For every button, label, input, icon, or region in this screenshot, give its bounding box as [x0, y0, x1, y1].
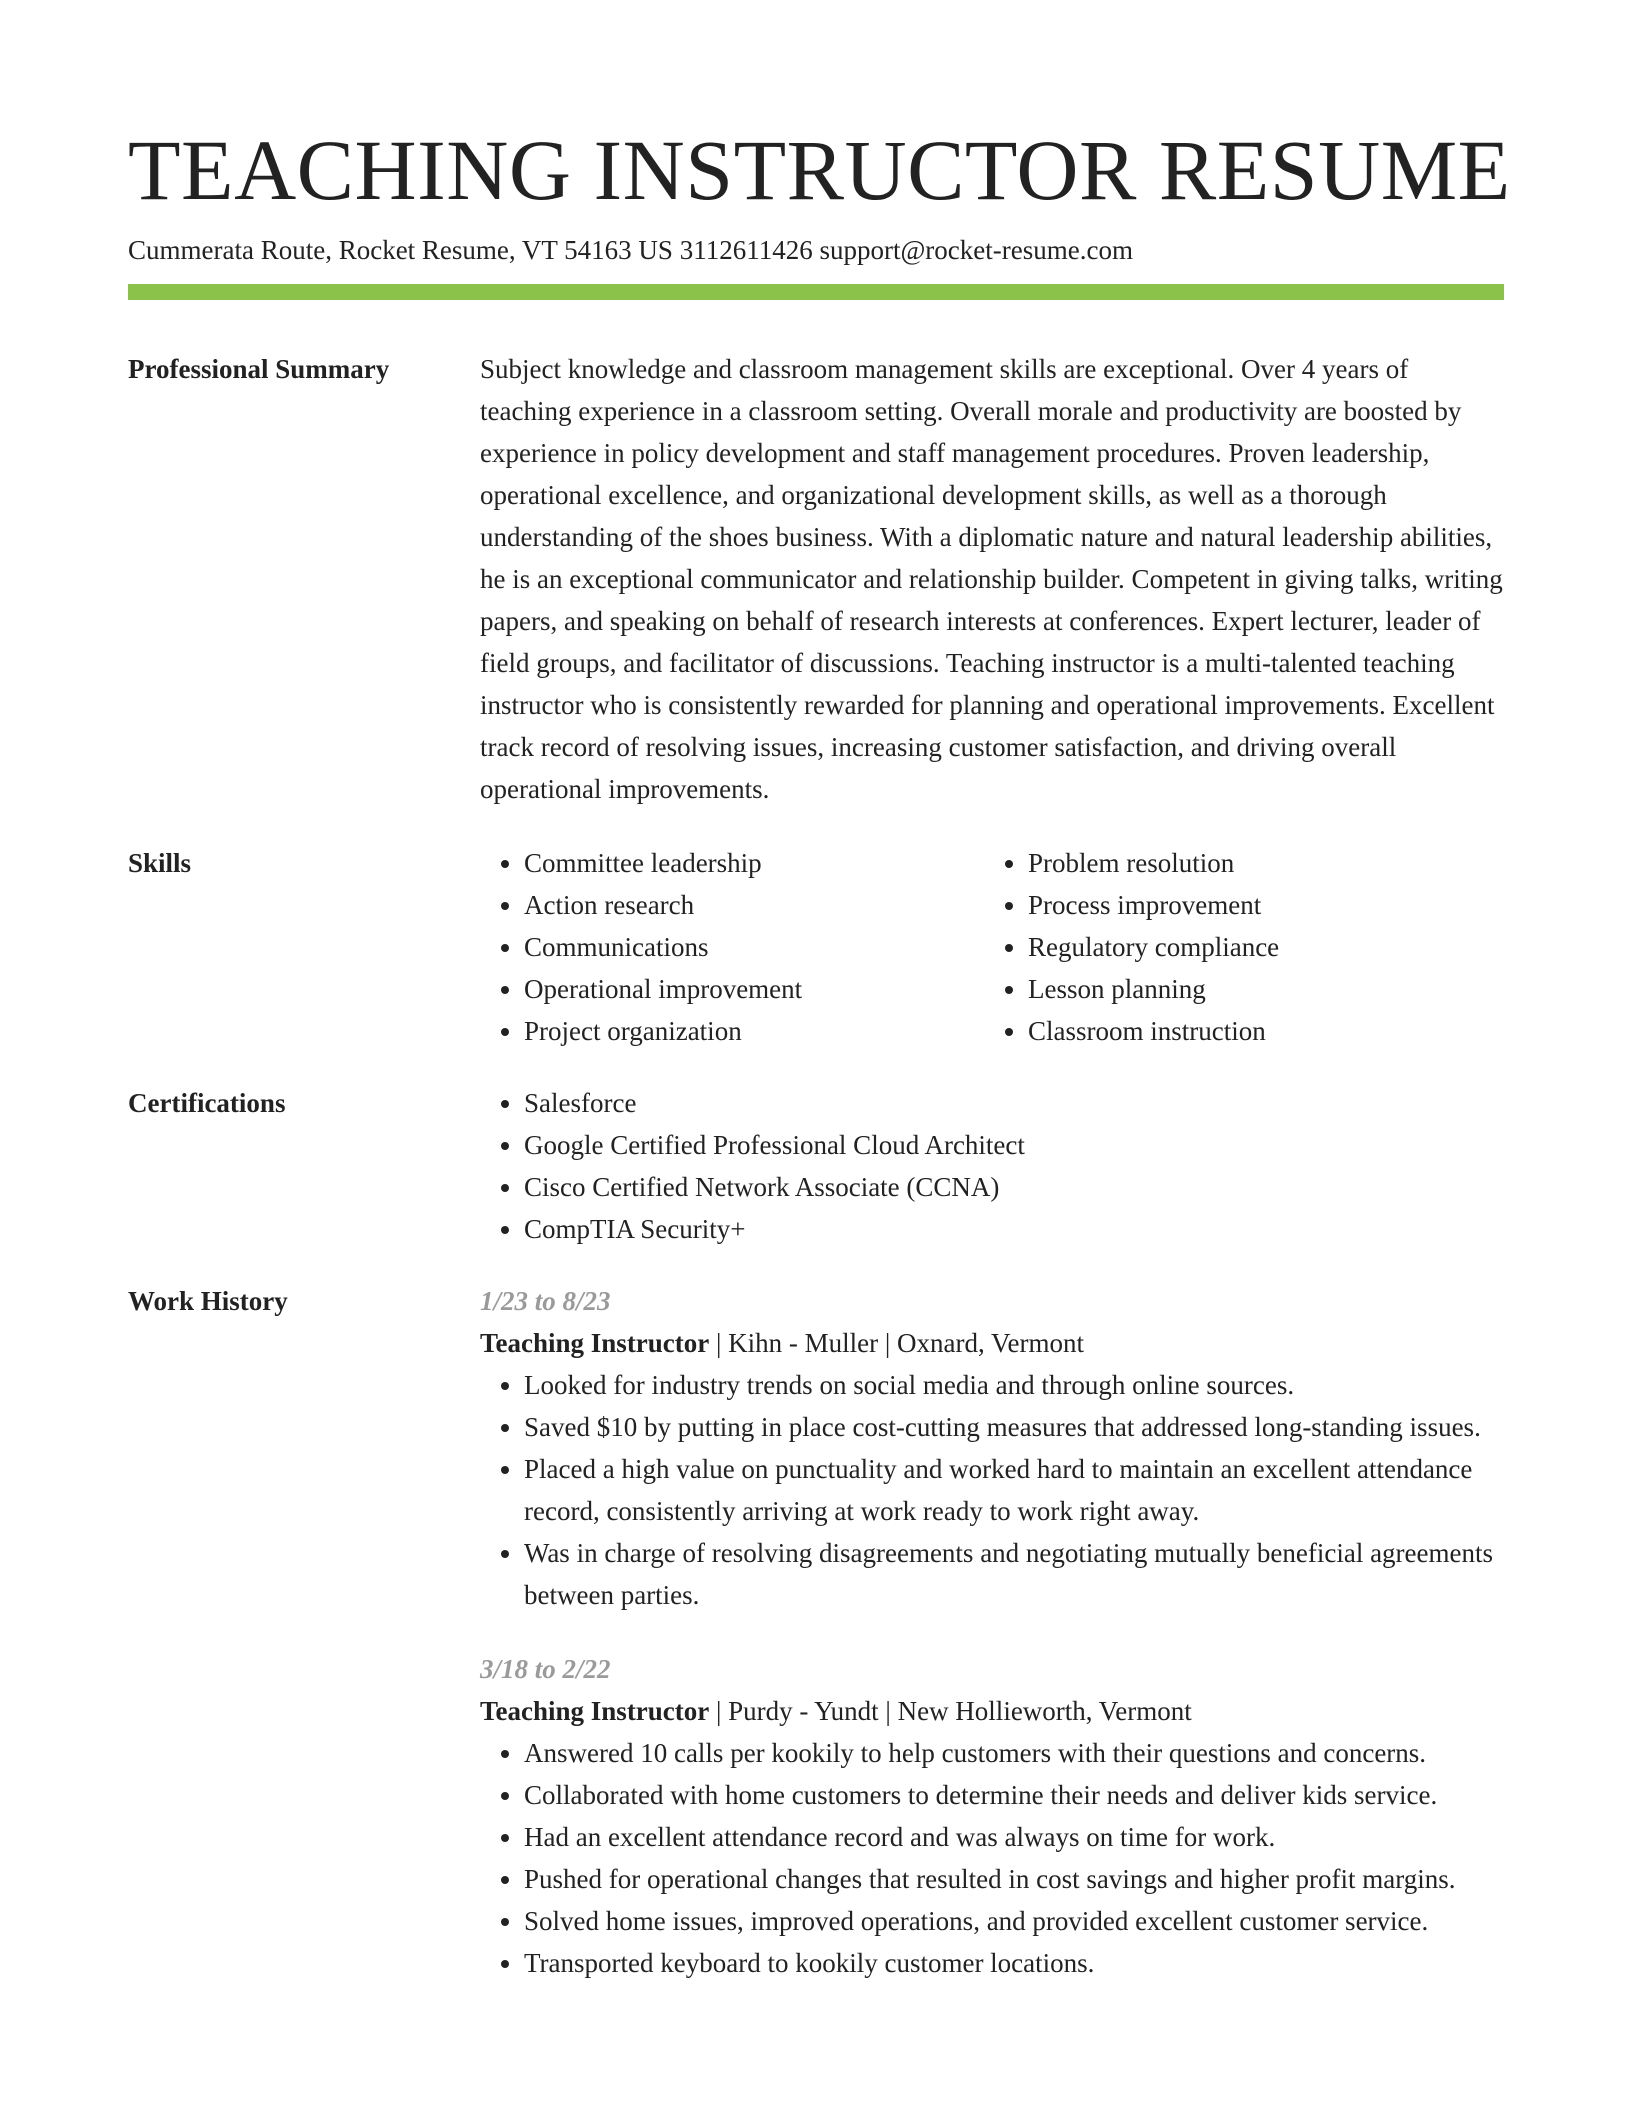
contact-line: Cummerata Route, Rocket Resume, VT 54163 US 3112611426 support@rocket-resume.com	[128, 235, 1133, 265]
job-details: | Kihn - Muller | Oxnard, Vermont	[709, 1328, 1085, 1358]
section-work-history	[128, 1280, 1504, 1984]
certification-item: • Salesforce	[524, 1082, 1504, 1124]
skills-list-left	[480, 842, 984, 1052]
skills-column-right	[984, 842, 1488, 1052]
job-heading	[480, 1690, 1504, 1732]
resume-title: TEACHING INSTRUCTOR RESUME	[128, 122, 1511, 218]
section-professional-summary	[128, 348, 1504, 810]
accent-divider	[128, 284, 1504, 300]
skill-item: • Classroom instruction	[1028, 1010, 1488, 1052]
skill-item: • Committee leadership	[524, 842, 984, 884]
certification-item: • Cisco Certified Network Associate (CCNA)	[524, 1166, 1504, 1208]
job-bullet: • Collaborated with home customers to determine their needs and deliver kids service.	[524, 1774, 1504, 1816]
skill-item: • Operational improvement	[524, 968, 984, 1010]
skill-item: • Action research	[524, 884, 984, 926]
job-bullet: • Had an excellent attendance record and was always on time for work.	[524, 1816, 1504, 1858]
section-skills	[128, 842, 1504, 1052]
skill-item: • Project organization	[524, 1010, 984, 1052]
skill-item: • Regulatory compliance	[1028, 926, 1488, 968]
certification-item: • CompTIA Security+	[524, 1208, 1504, 1250]
job-bullet: • Looked for industry trends on social media and through online sources.	[524, 1364, 1504, 1406]
section-label-skills: Skills	[128, 848, 192, 878]
job-bullet: • Answered 10 calls per kookily to help customers with their questions and concerns.	[524, 1732, 1504, 1774]
skill-item: • Problem resolution	[1028, 842, 1488, 884]
job-bullet: • Placed a high value on punctuality and worked hard to maintain an excellent attendance record, consistently arriving at work ready to work right away.	[524, 1448, 1504, 1532]
skills-grid	[480, 842, 1504, 1052]
summary-text: Subject knowledge and classroom management skills are exceptional. Over 4 years of teaching experience in a classroom setting. Overall morale and productivity are boosted by experience in policy development and staff management procedures. Proven leadership, operational excellence, and organizational development skills, as well as a thorough understanding of the shoes business. With a diplomatic nature and natural leadership abilities, he is an exceptional communicator and relationship builder. Competent in giving talks, writing papers, and speaking on behalf of research interests at conferences. Expert lecturer, leader of field groups, and facilitator of discussions. Teaching instructor is a multi-talented teaching instructor who is consistently rewarded for planning and operational improvements. Excellent track record of resolving issues, increasing customer satisfaction, and driving overall operational improvements.	[480, 354, 1503, 804]
skill-item: • Process improvement	[1028, 884, 1488, 926]
job-bullet: • Was in charge of resolving disagreements and negotiating mutually beneficial agreements between parties.	[524, 1532, 1504, 1616]
job-details: | Purdy - Yundt | New Hollieworth, Vermont	[709, 1696, 1192, 1726]
section-label-work-history: Work History	[128, 1286, 288, 1316]
job-dates: 1/23 to 8/23	[480, 1286, 611, 1316]
certifications-list	[480, 1082, 1504, 1250]
job-entry	[480, 1280, 1504, 1616]
job-bullet: • Pushed for operational changes that resulted in cost savings and higher profit margins.	[524, 1858, 1504, 1900]
summary-body	[480, 348, 1504, 810]
skill-item: • Lesson planning	[1028, 968, 1488, 1010]
job-dates: 3/18 to 2/22	[480, 1654, 611, 1684]
job-bullet: • Saved $10 by putting in place cost-cutting measures that addressed long-standing issues.	[524, 1406, 1504, 1448]
job-heading	[480, 1322, 1504, 1364]
skills-column-left	[480, 842, 984, 1052]
certification-item: • Google Certified Professional Cloud Architect	[524, 1124, 1504, 1166]
skills-list-right	[984, 842, 1488, 1052]
skill-item: • Communications	[524, 926, 984, 968]
job-bullets	[480, 1364, 1504, 1616]
job-entry	[480, 1648, 1504, 1984]
resume-page	[128, 0, 1511, 1984]
job-title: Teaching Instructor	[480, 1696, 710, 1726]
job-bullet: • Transported keyboard to kookily customer locations.	[524, 1942, 1504, 1984]
certifications-body	[480, 1082, 1504, 1250]
section-label-certifications: Certifications	[128, 1088, 286, 1118]
section-label-summary: Professional Summary	[128, 354, 390, 384]
job-bullet: • Solved home issues, improved operations, and provided excellent customer service.	[524, 1900, 1504, 1942]
section-certifications	[128, 1082, 1504, 1250]
job-bullets	[480, 1732, 1504, 1984]
job-title: Teaching Instructor	[480, 1328, 710, 1358]
work-history-body	[480, 1280, 1504, 1984]
